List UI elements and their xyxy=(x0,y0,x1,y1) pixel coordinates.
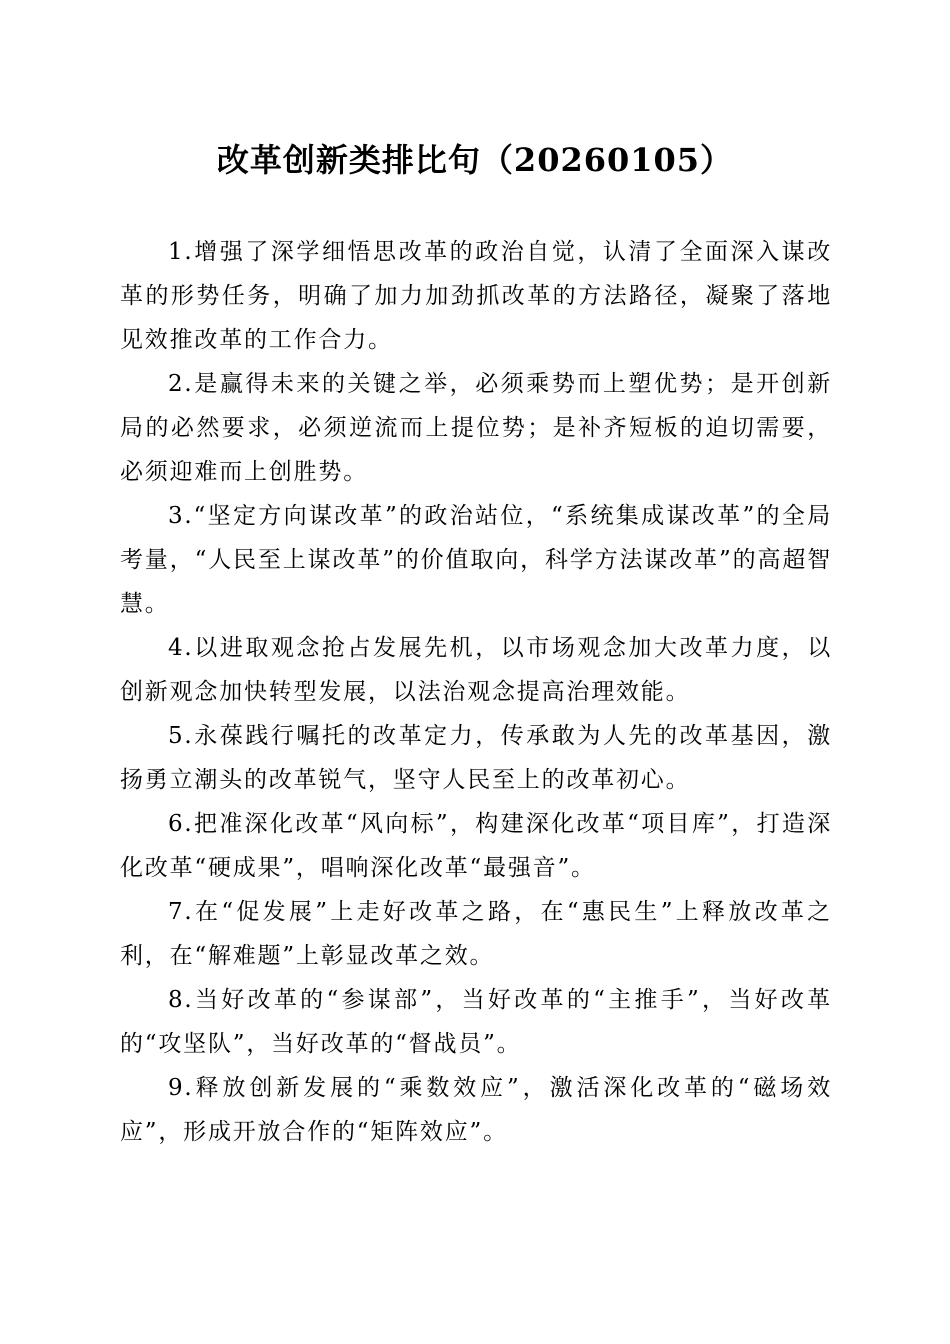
paragraph-8: 8.当好改革的“参谋部”，当好改革的“主推手”，当好改革的“攻坚队”，当好改革的“督战员”。 xyxy=(120,987,832,1057)
paragraph-9: 9.释放创新发展的“乘数效应”，激活深化改革的“磁场效应”，形成开放合作的“矩阵效应”。 xyxy=(120,1075,832,1145)
paragraph-6: 6.把准深化改革“风向标”，构建深化改革“项目库”，打造深化改革“硬成果”，唱响深化改革“最强音”。 xyxy=(120,811,832,881)
document-body xyxy=(120,230,832,1154)
paragraph-5: 5.永葆践行嘱托的改革定力，传承敢为人先的改革基因，激扬勇立潮头的改革锐气，坚守人民至上的改革初心。 xyxy=(120,723,832,793)
paragraph-3: 3.“坚定方向谋改革”的政治站位，“系统集成谋改革”的全局考量，“人民至上谋改革”的价值取向，科学方法谋改革”的高超智慧。 xyxy=(120,503,832,617)
paragraph-2: 2.是赢得未来的关键之举，必须乘势而上塑优势；是开创新局的必然要求，必须逆流而上提位势；是补齐短板的迫切需要，必须迎难而上创胜势。 xyxy=(120,371,832,485)
paragraph-4: 4.以进取观念抢占发展先机，以市场观念加大改革力度，以创新观念加快转型发展，以法治观念提高治理效能。 xyxy=(120,635,832,705)
paragraph-7: 7.在“促发展”上走好改革之路，在“惠民生”上释放改革之利，在“解难题”上彰显改革之效。 xyxy=(120,899,832,969)
page-title: 改革创新类排比句（20260105） xyxy=(216,141,734,179)
paragraph-1: 1.增强了深学细悟思改革的政治自觉，认清了全面深入谋改革的形势任务，明确了加力加劲抓改革的方法路径，凝聚了落地见效推改革的工作合力。 xyxy=(120,239,832,353)
